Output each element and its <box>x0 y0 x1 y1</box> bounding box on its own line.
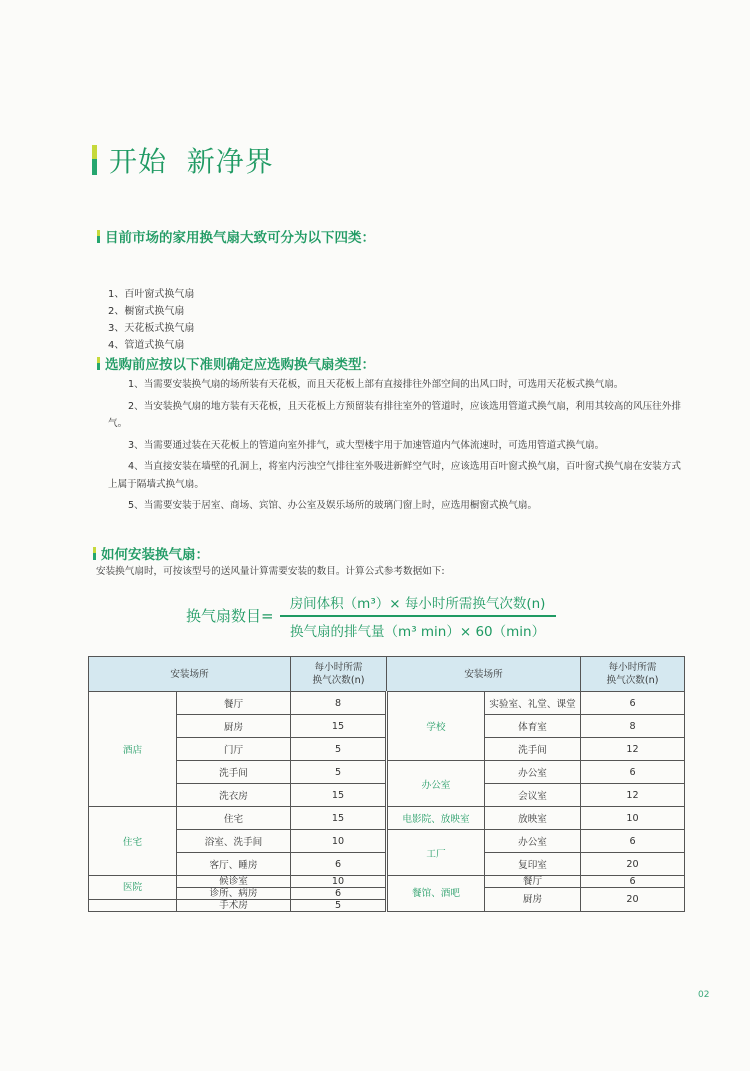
rate-cell: 12 <box>581 784 685 807</box>
category-hospital: 医院 <box>89 876 177 900</box>
formula-fraction <box>280 592 556 640</box>
rate-cell: 6 <box>581 876 685 888</box>
section-heading-text: 如何安装换气扇： <box>101 547 209 563</box>
formula-numerator: 房间体积（m³）× 每小时所需换气次数(n) <box>289 596 546 612</box>
page-title-text: 开始 新净界 <box>109 145 274 178</box>
header-place: 安装场所 <box>89 657 291 692</box>
fan-types-list <box>108 286 194 354</box>
heading-accent-bar <box>97 230 100 243</box>
section-heading-text: 目前市场的家用换气扇大致可分为以下四类： <box>105 230 375 246</box>
rate-cell: 12 <box>581 738 685 761</box>
page-title <box>92 140 274 180</box>
place-cell: 洗手间 <box>177 761 291 784</box>
rule-paragraph: 5、当需要安装于居室、商场、宾馆、办公室及娱乐场所的玻璃门窗上时，应选用橱窗式换气扇。 <box>128 500 538 511</box>
place-cell: 餐厅 <box>177 692 291 715</box>
formula-denominator: 换气扇的排气量（m³ min）× 60（min） <box>290 623 546 640</box>
place-cell: 住宅 <box>177 807 291 830</box>
place-cell: 办公室 <box>485 761 581 784</box>
category-factory: 工厂 <box>387 830 485 876</box>
header-place: 安装场所 <box>387 657 581 692</box>
list-item: 2、橱窗式换气扇 <box>108 306 185 317</box>
fan-count-formula <box>186 592 556 640</box>
heading-accent-bar <box>93 547 96 560</box>
rate-cell: 5 <box>291 738 387 761</box>
section-heading-install <box>93 543 209 563</box>
selection-rules <box>108 376 688 519</box>
rate-cell: 5 <box>291 761 387 784</box>
header-times: 每小时所需 换气次数(n) <box>581 657 685 692</box>
place-cell: 洗衣房 <box>177 784 291 807</box>
list-item: 3、天花板式换气扇 <box>108 323 195 334</box>
list-item: 1、百叶窗式换气扇 <box>108 289 195 300</box>
title-accent-bar <box>92 145 97 175</box>
rule-paragraph: 3、当需要通过装在天花板上的管道向室外排气，或大型楼宇用于加速管道内气体流速时，可选用管道式换气扇。 <box>128 439 605 451</box>
category-school: 学校 <box>387 692 485 761</box>
rate-cell: 8 <box>291 692 387 715</box>
place-cell: 厨房 <box>177 715 291 738</box>
rate-cell: 20 <box>581 853 685 876</box>
table-row <box>89 761 685 784</box>
place-cell: 放映室 <box>485 807 581 830</box>
rule-paragraph: 4、当直接安装在墙壁的孔洞上，将室内污浊空气排往室外吸进新鲜空气时，应该选用百叶窗式换气扇，百叶窗式换气扇在安装方式上属于隔墙式换气扇。 <box>108 461 681 490</box>
place-cell: 洗手间 <box>485 738 581 761</box>
ventilation-rate-table <box>88 656 685 912</box>
fraction-line <box>280 615 556 617</box>
category-residence: 住宅 <box>89 807 177 876</box>
rate-cell: 10 <box>291 830 387 853</box>
rate-cell: 10 <box>581 807 685 830</box>
rate-cell: 15 <box>291 715 387 738</box>
rate-cell: 15 <box>291 807 387 830</box>
install-description: 安装换气扇时，可按该型号的送风量计算需要安装的数目。计算公式参考数据如下: <box>96 566 445 577</box>
place-cell: 候诊室 <box>177 876 291 888</box>
rate-cell: 6 <box>581 830 685 853</box>
place-cell: 厨房 <box>485 888 581 912</box>
list-item: 4、管道式换气扇 <box>108 340 185 351</box>
heading-accent-bar <box>97 357 100 370</box>
rate-cell: 6 <box>291 853 387 876</box>
rate-cell: 10 <box>291 876 387 888</box>
table-row <box>89 692 685 715</box>
category-restaurant: 餐馆、酒吧 <box>387 876 485 912</box>
table-row <box>89 830 685 853</box>
rate-cell: 6 <box>291 888 387 900</box>
rate-cell: 5 <box>291 900 387 912</box>
place-cell: 体育室 <box>485 715 581 738</box>
section-heading-text: 选购前应按以下准则确定应选购换气扇类型： <box>105 357 375 373</box>
place-cell: 手术房 <box>177 900 291 912</box>
section-heading-types <box>97 226 375 246</box>
rate-cell: 8 <box>581 715 685 738</box>
place-cell: 浴室、洗手间 <box>177 830 291 853</box>
place-cell: 诊所、病房 <box>177 888 291 900</box>
place-cell: 复印室 <box>485 853 581 876</box>
rule-paragraph: 2、当安装换气扇的地方装有天花板，且天花板上方预留装有排往室外的管道时，应该选用管道式换气扇，利用其较高的风压往外排气。 <box>108 400 681 429</box>
section-heading-selection <box>97 353 375 373</box>
place-cell: 会议室 <box>485 784 581 807</box>
rate-cell: 15 <box>291 784 387 807</box>
formula-lhs: 换气扇数目= <box>186 607 274 626</box>
place-cell: 客厅、睡房 <box>177 853 291 876</box>
category-hotel: 酒店 <box>89 692 177 807</box>
place-cell: 门厅 <box>177 738 291 761</box>
category-cinema: 电影院、放映室 <box>387 807 485 830</box>
header-times: 每小时所需 换气次数(n) <box>291 657 387 692</box>
rule-paragraph: 1、当需要安装换气扇的场所装有天花板，而且天花板上部有直接排往外部空间的出风口时，可选用天花板式换气扇。 <box>128 379 624 390</box>
rate-cell: 20 <box>581 888 685 912</box>
category-office: 办公室 <box>387 761 485 807</box>
rate-cell: 6 <box>581 761 685 784</box>
place-cell: 餐厅 <box>485 876 581 888</box>
rate-cell: 6 <box>581 692 685 715</box>
place-cell: 实验室、礼堂、课堂 <box>485 692 581 715</box>
page-number: 02 <box>698 990 710 1000</box>
table-header-row <box>89 657 685 692</box>
table-row <box>89 807 685 830</box>
spacer-cell <box>89 900 177 912</box>
place-cell: 办公室 <box>485 830 581 853</box>
